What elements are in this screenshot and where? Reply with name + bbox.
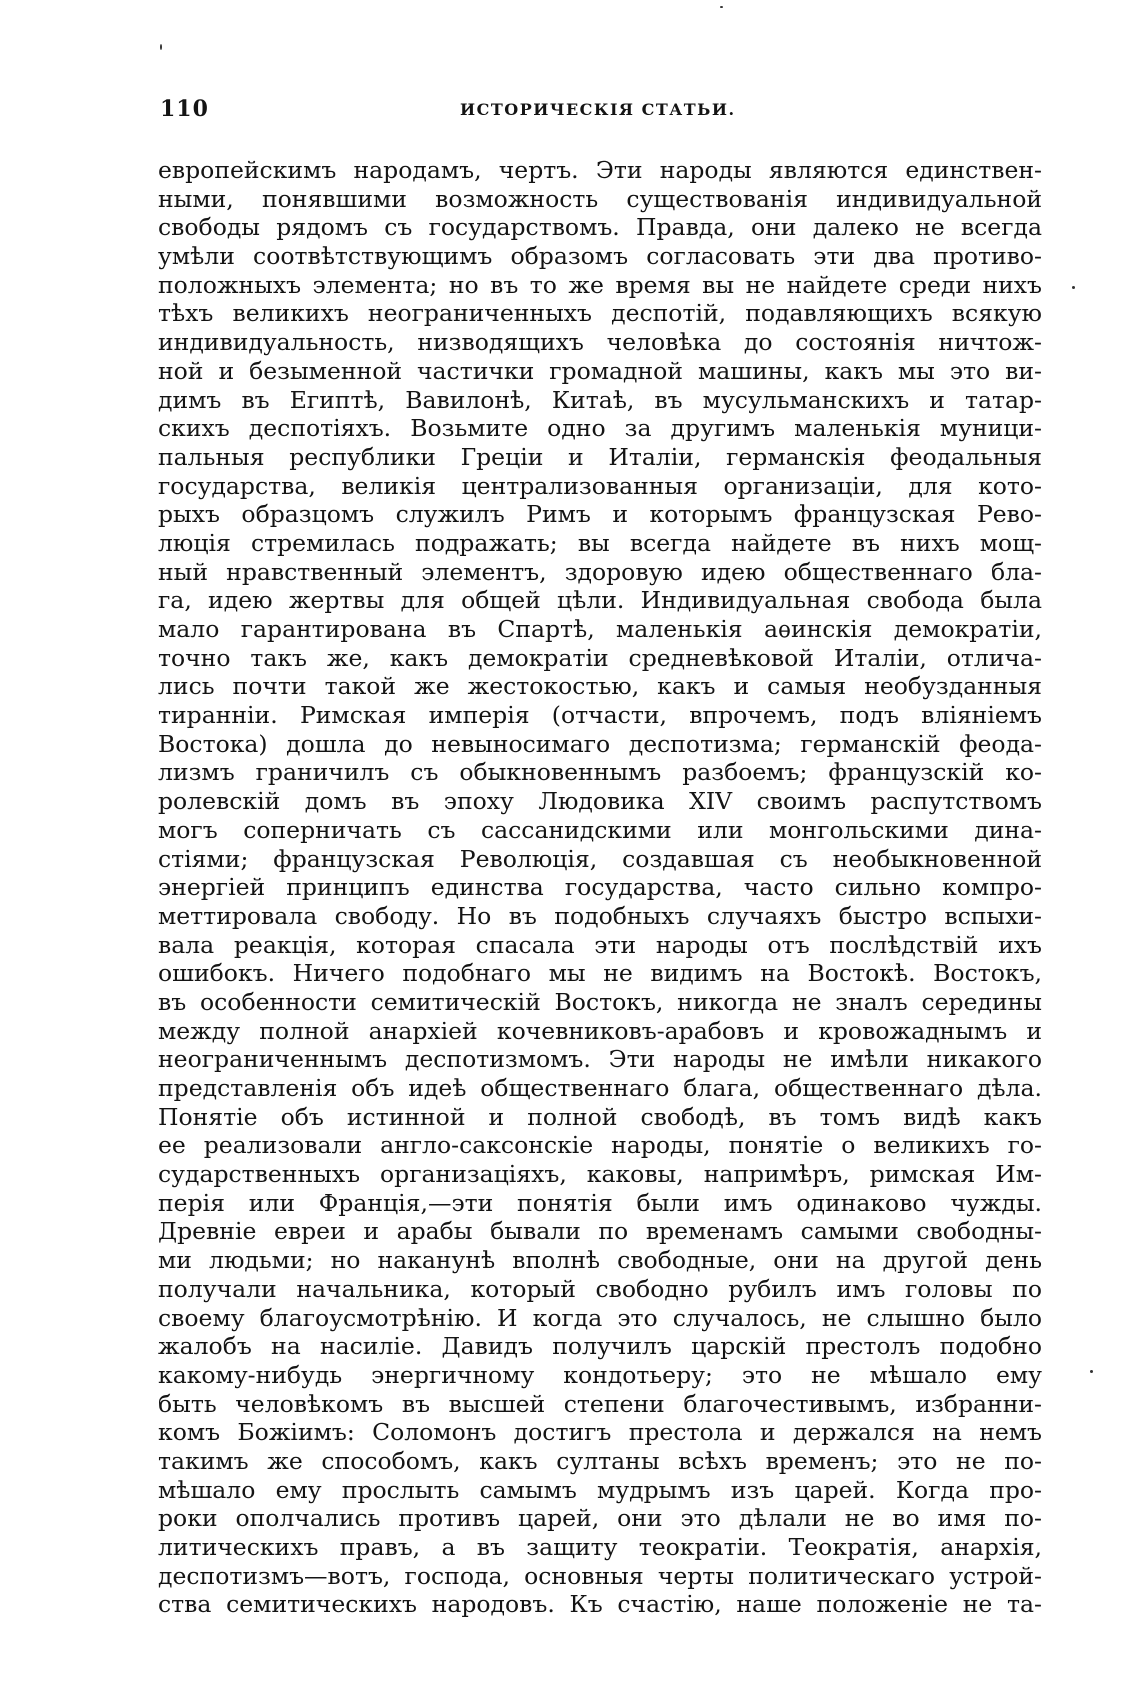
- text-line: Понятіе объ истинной и полной свободѣ, въ томъ видѣ какъ: [158, 1102, 1042, 1131]
- text-line: точно такъ же, какъ демократіи средневѣковой Италіи, отлича-: [158, 643, 1042, 672]
- text-line: роки ополчались противъ царей, они это дѣлали не во имя по-: [158, 1504, 1042, 1533]
- text-line: ролевскій домъ въ эпоху Людовика XIV своимъ распутствомъ: [158, 787, 1042, 816]
- text-line: Древніе евреи и арабы бывали по временамъ самыми свободны-: [158, 1217, 1042, 1246]
- text-line: неограниченнымъ деспотизмомъ. Эти народы не имѣли никакого: [158, 1045, 1042, 1074]
- text-line: га, идею жертвы для общей цѣли. Индивидуальная свобода была: [158, 586, 1042, 615]
- text-line: стіями; французская Революція, создавшая съ необыкновенной: [158, 844, 1042, 873]
- scan-speck: [720, 6, 723, 8]
- text-line: какому-нибудь энергичному кондотьеру; это не мѣшало ему: [158, 1360, 1042, 1389]
- text-line: люція стремилась подражать; вы всегда найдете въ нихъ мощ-: [158, 528, 1042, 557]
- text-line: своему благоусмотрѣнію. И когда это случалось, не слышно было: [158, 1303, 1042, 1332]
- text-line: представленія объ идеѣ общественнаго блага, общественнаго дѣла.: [158, 1074, 1042, 1102]
- scan-speck: [160, 44, 162, 50]
- text-line: могъ соперничать съ сассанидскими или монгольскими дина-: [158, 815, 1042, 844]
- text-line: европейскимъ народамъ, чертъ. Эти народы являются единствен-: [158, 156, 1042, 184]
- text-line: сударственныхъ организаціяхъ, каковы, напримѣръ, римская Им-: [158, 1160, 1042, 1189]
- text-line: мало гарантирована въ Спартѣ, маленькія аѳинскія демократіи,: [158, 615, 1042, 643]
- text-line: ными, понявшими возможность существованія индивидуальной: [158, 184, 1042, 213]
- text-line: государства, великія централизованныя организаціи, для кото-: [158, 471, 1042, 500]
- text-line: ошибокъ. Ничего подобнаго мы не видимъ на Востокѣ. Востокъ,: [158, 959, 1042, 988]
- text-line: меттировала свободу. Но въ подобныхъ случаяхъ быстро вспыхи-: [158, 901, 1042, 930]
- text-line: скихъ деспотіяхъ. Возьмите одно за другимъ маленькія муници-: [158, 414, 1042, 443]
- body-text: [158, 156, 1042, 1619]
- text-line: литическихъ правъ, а въ защиту теократіи. Теократія, анархія,: [158, 1533, 1042, 1561]
- text-line: тиранніи. Римская имперія (отчасти, впрочемъ, подъ вліяніемъ: [158, 701, 1042, 730]
- text-line: деспотизмъ—вотъ, господа, основныя черты политическаго устрой-: [158, 1561, 1042, 1590]
- text-line: положныхъ элемента; но въ то же время вы не найдете среди нихъ: [158, 270, 1042, 299]
- text-line: лись почти такой же жестокостью, какъ и самыя необузданныя: [158, 672, 1042, 701]
- text-line: ной и безыменной частички громадной машины, какъ мы это ви-: [158, 356, 1042, 385]
- text-line: пальныя республики Греціи и Италіи, германскія феодальныя: [158, 442, 1042, 471]
- text-line: въ особенности семитическій Востокъ, никогда не зналъ середины: [158, 987, 1042, 1016]
- text-line: ства семитическихъ народовъ. Къ счастію, наше положеніе не та-: [158, 1590, 1042, 1619]
- text-line: энергіей принципъ единства государства, часто сильно компро-: [158, 873, 1042, 902]
- text-line: вала реакція, которая спасала эти народы отъ послѣдствій ихъ: [158, 930, 1042, 959]
- page-number: 110: [160, 96, 209, 122]
- text-line: такимъ же способомъ, какъ султаны всѣхъ временъ; это не по-: [158, 1446, 1042, 1475]
- text-line: лизмъ граничилъ съ обыкновеннымъ разбоемъ; французскій ко-: [158, 758, 1042, 787]
- text-line: тѣхъ великихъ неограниченныхъ деспотій, подавляющихъ всякую: [158, 299, 1042, 328]
- text-line: Востока) дошла до невыносимаго деспотизма; германскій феода-: [158, 729, 1042, 758]
- text-line: ее реализовали англо-саксонскіе народы, понятіе о великихъ го-: [158, 1131, 1042, 1160]
- text-line: получали начальника, который свободно рубилъ имъ головы по: [158, 1274, 1042, 1303]
- running-title: ИСТОРИЧЕСКІЯ СТАТЬИ.: [460, 100, 736, 119]
- page-header: [160, 96, 1040, 126]
- text-line: умѣли соотвѣтствующимъ образомъ согласовать эти два противо-: [158, 242, 1042, 271]
- text-line: ми людьми; но наканунѣ вполнѣ свободные, они на другой день: [158, 1246, 1042, 1275]
- text-line: перія или Франція,—эти понятія были имъ одинаково чужды.: [158, 1188, 1042, 1217]
- scan-speck: [1090, 1370, 1093, 1373]
- text-line: комъ Божіимъ: Соломонъ достигъ престола и держался на немъ: [158, 1418, 1042, 1447]
- text-line: мѣшало ему прослыть самымъ мудрымъ изъ царей. Когда про-: [158, 1475, 1042, 1504]
- text-line: димъ въ Египтѣ, Вавилонѣ, Китаѣ, въ мусульманскихъ и татар-: [158, 385, 1042, 414]
- scan-speck: [1072, 286, 1075, 289]
- text-line: быть человѣкомъ въ высшей степени благочестивымъ, избранни-: [158, 1389, 1042, 1418]
- text-line: жалобъ на насиліе. Давидъ получилъ царскій престолъ подобно: [158, 1332, 1042, 1361]
- text-line: индивидуальность, низводящихъ человѣка до состоянія ничтож-: [158, 328, 1042, 357]
- text-line: свободы рядомъ съ государствомъ. Правда, они далеко не всегда: [158, 213, 1042, 242]
- text-line: между полной анархіей кочевниковъ-арабовъ и кровожаднымъ и: [158, 1016, 1042, 1045]
- text-line: рыхъ образцомъ служилъ Римъ и которымъ французская Рево-: [158, 500, 1042, 529]
- text-line: ный нравственный элементъ, здоровую идею общественнаго бла-: [158, 557, 1042, 586]
